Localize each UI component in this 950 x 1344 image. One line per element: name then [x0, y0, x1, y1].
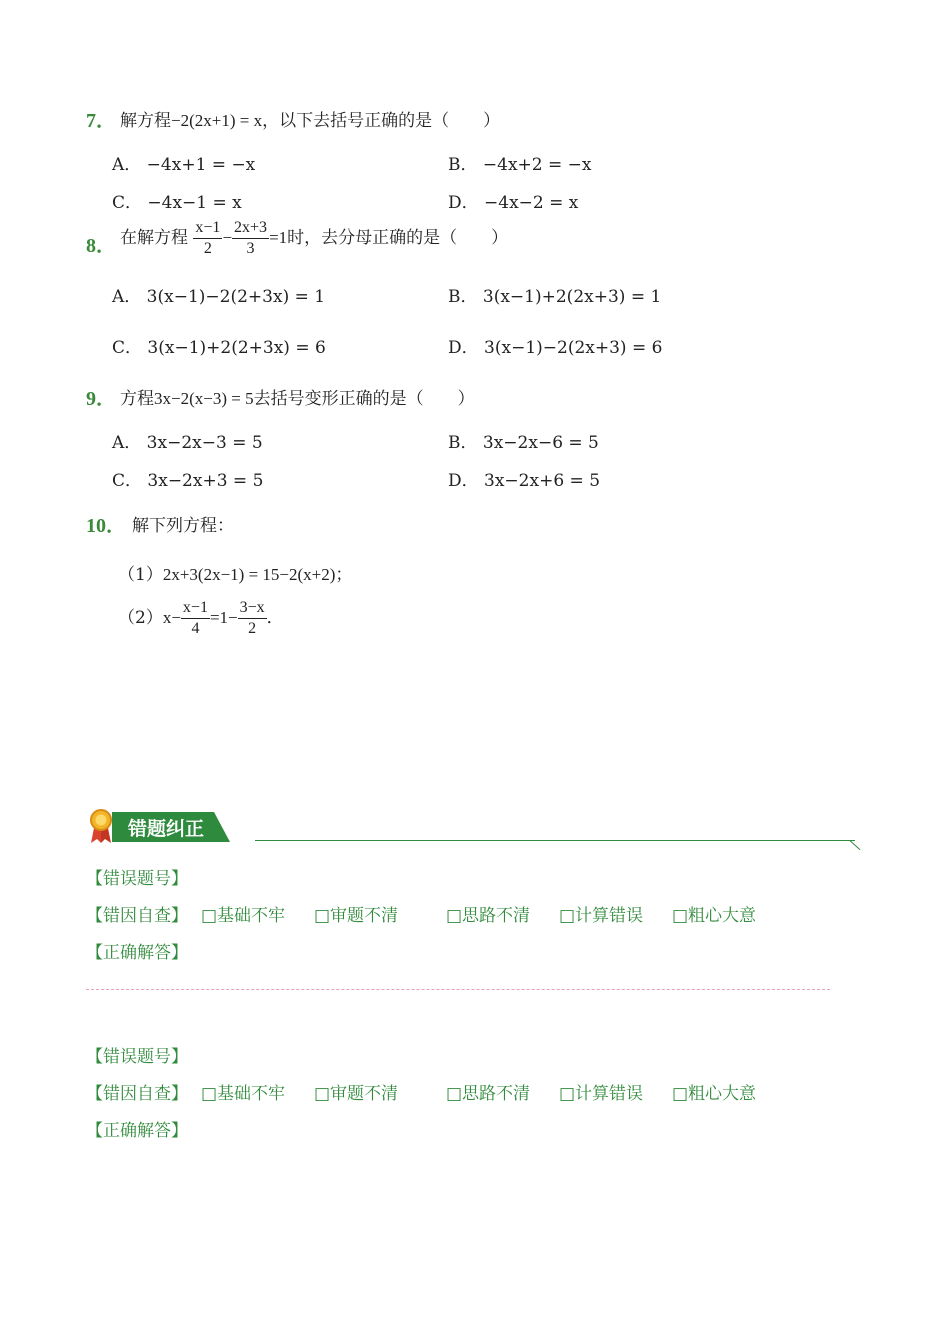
sub-question-1: （1）2x+3(2x−1) = 15−2(x+2)；: [118, 565, 353, 585]
reason-label: 【错因自查】: [86, 1084, 188, 1104]
stem-equation: 3x−2(x−3) = 5: [154, 389, 254, 408]
reason-label: 【错因自查】: [86, 906, 188, 926]
reason-option[interactable]: □思路不清: [446, 906, 531, 926]
reason-option[interactable]: □计算错误: [559, 906, 644, 926]
fraction: $\frac{3-x}{2}$: [239, 599, 265, 637]
option-d[interactable]: D． 3x−2x+6 = 5: [448, 471, 601, 491]
option-a[interactable]: A． 3(x−1)−2(2+3x) = 1: [112, 287, 326, 307]
correct-answer-label: 【正确解答】: [86, 1121, 188, 1141]
question-stem: 在解方程 $\frac{x-1}{2}$ − $\frac{2x+3}{3}$ =1时，去分母正确的是（ ）: [120, 219, 509, 257]
reason-option[interactable]: □计算错误: [559, 1084, 644, 1104]
sub-question-2: （2）x− $\frac{x-1}{4}$ =1− $\frac{3-x}{2}$ ．: [118, 599, 284, 637]
reason-option[interactable]: □粗心大意: [672, 906, 757, 926]
question-stem: 解下列方程：: [132, 516, 234, 536]
question-stem: [120, 106, 500, 131]
reason-option[interactable]: □粗心大意: [672, 1084, 757, 1104]
option-b[interactable]: B． −4x+2 = −x: [448, 155, 592, 175]
medal-icon: [88, 808, 114, 844]
section-rule: [255, 840, 855, 841]
question-number: 8．: [86, 235, 116, 257]
reason-option[interactable]: □基础不牢: [201, 906, 286, 926]
option-c[interactable]: C． −4x−1 = x: [112, 193, 242, 213]
option-c[interactable]: C． 3x−2x+3 = 5: [112, 471, 264, 491]
question-stem: [120, 384, 475, 409]
option-d[interactable]: D． 3(x−1)−2(2x+3) = 6: [448, 338, 663, 358]
question-number: 10．: [86, 515, 126, 537]
stem-suffix: 去括号变形正确的是（ ）: [253, 389, 475, 409]
fraction: $\frac{x-1}{2}$: [195, 219, 221, 257]
stem-prefix: 在解方程: [120, 228, 188, 248]
stem-suffix: ，以下去括号正确的是（ ）: [262, 111, 501, 131]
fraction: $\frac{2x+3}{3}$: [234, 219, 268, 257]
option-b[interactable]: B． 3x−2x−6 = 5: [448, 433, 599, 453]
stem-prefix: 方程: [120, 389, 154, 409]
dashed-divider: [86, 989, 830, 990]
option-a[interactable]: A． −4x+1 = −x: [112, 155, 256, 175]
option-d[interactable]: D． −4x−2 = x: [448, 193, 579, 213]
option-b[interactable]: B． 3(x−1)+2(2x+3) = 1: [448, 287, 662, 307]
correct-answer-label: 【正确解答】: [86, 943, 188, 963]
stem-suffix: 时，去分母正确的是（ ）: [287, 228, 509, 248]
question-number: 9．: [86, 388, 116, 410]
reason-option[interactable]: □审题不清: [314, 906, 399, 926]
reason-option[interactable]: □思路不清: [446, 1084, 531, 1104]
wrong-question-label: 【错误题号】: [86, 1047, 188, 1067]
reason-option[interactable]: □基础不牢: [201, 1084, 286, 1104]
wrong-question-label: 【错误题号】: [86, 869, 188, 889]
section-rule-end: [849, 840, 860, 850]
option-a[interactable]: A． 3x−2x−3 = 5: [112, 433, 263, 453]
section-title: 错题纠正: [128, 818, 205, 840]
question-number: 7．: [86, 110, 116, 132]
fraction: $\frac{x-1}{4}$: [182, 599, 208, 637]
stem-equation: −2(2x+1) = x: [171, 111, 263, 130]
stem-prefix: 解方程: [120, 111, 171, 131]
reason-option[interactable]: □审题不清: [314, 1084, 399, 1104]
option-c[interactable]: C． 3(x−1)+2(2+3x) = 6: [112, 338, 326, 358]
